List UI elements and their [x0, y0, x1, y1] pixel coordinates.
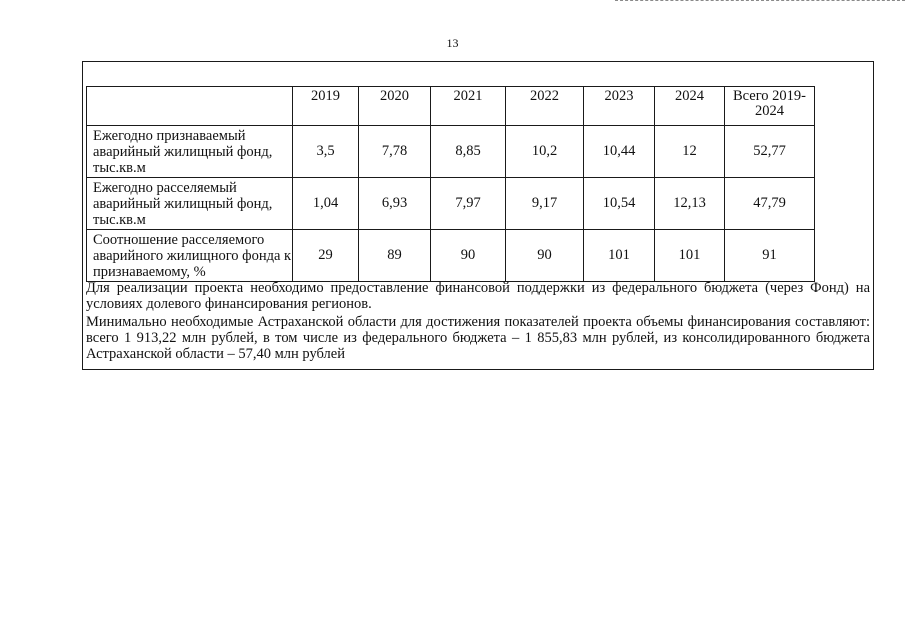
document-frame [82, 61, 874, 370]
table-cell: 12 [655, 126, 725, 178]
table-cell: 7,97 [431, 178, 506, 230]
table-cell: 12,13 [655, 178, 725, 230]
table-cell: 6,93 [359, 178, 431, 230]
header-cell-2023: 2023 [584, 87, 655, 126]
row-label: Соотношение расселяемого аварийного жилищного фонда к признаваемому, % [87, 230, 293, 282]
row-label: Ежегодно признаваемый аварийный жилищный фонд, тыс.кв.м [87, 126, 293, 178]
table-cell: 10,2 [506, 126, 584, 178]
table-cell: 1,04 [293, 178, 359, 230]
header-cell-2024: 2024 [655, 87, 725, 126]
table-cell: 89 [359, 230, 431, 282]
table-cell: 29 [293, 230, 359, 282]
header-cell-2020: 2020 [359, 87, 431, 126]
header-cell-total: Всего 2019-2024 [725, 87, 815, 126]
header-cell-2019: 2019 [293, 87, 359, 126]
scan-edge-mark [615, 0, 905, 3]
table-cell: 52,77 [725, 126, 815, 178]
table-cell: 8,85 [431, 126, 506, 178]
header-cell-2022: 2022 [506, 87, 584, 126]
page-number: 13 [446, 36, 459, 50]
table-cell: 10,54 [584, 178, 655, 230]
table-cell: 3,5 [293, 126, 359, 178]
table-row [87, 126, 815, 178]
table-cell: 10,44 [584, 126, 655, 178]
table-cell: 7,78 [359, 126, 431, 178]
table-header-row [87, 87, 815, 126]
table-cell: 101 [584, 230, 655, 282]
table-cell: 9,17 [506, 178, 584, 230]
note-paragraph-funding-support: Для реализации проекта необходимо предоставление финансовой поддержки из федерального бюджета (через Фонд) на условиях долевого финансирования регионов. [86, 280, 870, 312]
housing-fund-table [86, 86, 815, 282]
table-row [87, 230, 815, 282]
table-cell: 90 [506, 230, 584, 282]
notes-block [86, 280, 870, 362]
table-cell: 90 [431, 230, 506, 282]
note-paragraph-funding-volumes: Минимально необходимые Астраханской области для достижения показателей проекта объемы финансирования составляют: всего 1 913,22 млн рублей, в том числе из федерального бюджета – 1 855,83 млн рублей, из консолидированного бюджета Астраханской области – 57,40 млн рублей [86, 314, 870, 362]
table-cell: 47,79 [725, 178, 815, 230]
header-cell-2021: 2021 [431, 87, 506, 126]
table-cell: 101 [655, 230, 725, 282]
row-label: Ежегодно расселяемый аварийный жилищный фонд, тыс.кв.м [87, 178, 293, 230]
table-row [87, 178, 815, 230]
header-cell-empty [87, 87, 293, 126]
table-cell: 91 [725, 230, 815, 282]
